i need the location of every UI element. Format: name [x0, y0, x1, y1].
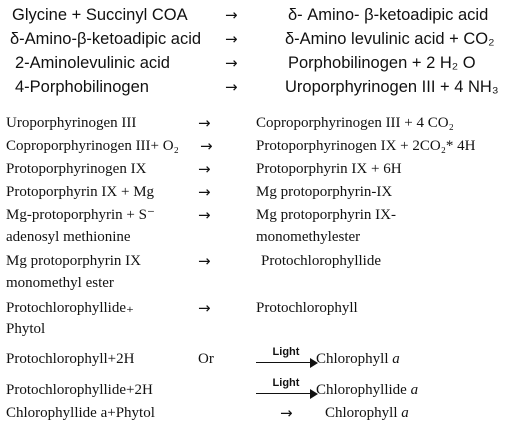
product-italic: a — [401, 405, 409, 421]
arrow-icon: → — [225, 6, 238, 24]
reaction-row — [0, 320, 506, 340]
product-text: Chlorophyll — [316, 351, 389, 367]
reaction-row — [0, 114, 506, 134]
reaction-row — [0, 30, 506, 50]
product-text: Porphobilinogen + 2 H₂ O — [288, 54, 476, 72]
reaction-row — [0, 228, 506, 248]
light-reaction-row — [0, 377, 506, 401]
reactant-text: Protochlorophyll+2H — [6, 351, 135, 367]
reactant-text: Glycine + Succinyl COA — [12, 6, 188, 24]
arrow-icon: → — [198, 252, 211, 270]
arrow-icon: → — [225, 54, 238, 72]
reactant-text: monomethyl ester — [6, 275, 114, 291]
reactant-text: Protoporphyrinogen IX — [6, 161, 147, 177]
reaction-row — [0, 160, 506, 180]
reactant-text: Phytol — [6, 321, 46, 337]
product-group — [316, 350, 400, 368]
light-label: Light — [272, 377, 300, 389]
reaction-row — [0, 252, 506, 272]
reaction-row — [0, 54, 506, 74]
arrow-icon: → — [225, 30, 238, 48]
arrow-icon: → — [198, 114, 211, 132]
arrow-icon: → — [198, 206, 211, 224]
light-label: Light — [272, 346, 300, 358]
reactant-text: Uroporphyrinogen III — [6, 115, 137, 131]
product-text: Protoporphyrinogen IX + 2CO₂* 4H — [256, 138, 476, 154]
arrow-icon: → — [198, 183, 211, 201]
reaction-row — [0, 183, 506, 203]
light-arrow-icon — [256, 377, 318, 401]
product-italic: a — [392, 351, 400, 367]
reaction-row — [0, 404, 506, 424]
product-text: monomethylester — [256, 229, 361, 245]
arrow-icon: → — [198, 160, 211, 178]
product-text: Protochlorophyllide — [261, 253, 381, 269]
product-text: Chlorophyllide — [316, 382, 407, 398]
reaction-row — [0, 274, 506, 294]
product-text: Protoporphyrin IX + 6H — [256, 161, 402, 177]
reactant-text: Coproporphyrinogen III+ O₂ — [6, 138, 179, 154]
reaction-row — [0, 78, 506, 98]
arrow-icon: → — [198, 299, 211, 317]
product-text: Coproporphyrinogen III + 4 CO₂ — [256, 115, 454, 131]
product-text: Mg protoporphyrin IX- — [256, 207, 396, 223]
reactant-text: Mg protoporphyrin IX — [6, 253, 141, 269]
reactant-text: Chlorophyllide a+Phytol — [6, 405, 155, 421]
product-group — [325, 404, 409, 422]
reactant-text: Mg-protoporphyrin + S⁻ — [6, 207, 155, 223]
reactant-text: 4-Porphobilinogen — [15, 78, 149, 96]
reaction-row — [0, 137, 506, 157]
product-text: Chlorophyll — [325, 405, 398, 421]
product-text: Mg protoporphyrin-IX — [256, 184, 393, 200]
light-reaction-row — [0, 346, 506, 370]
reactant-text: δ-Amino-β-ketoadipic acid — [10, 30, 202, 48]
arrow-icon: → — [280, 404, 293, 422]
product-text: Uroporphyrinogen III + 4 NH₃ — [285, 78, 499, 96]
product-text: Protochlorophyll — [256, 300, 358, 316]
product-text: δ- Amino- β-ketoadipic acid — [288, 6, 489, 24]
or-text: Or — [198, 351, 214, 367]
light-arrow-icon — [256, 346, 318, 370]
arrow-icon: → — [200, 137, 213, 155]
product-italic: a — [410, 382, 419, 398]
reactant-text: Protochlorophyllide+2H — [6, 382, 153, 398]
arrow-icon: → — [225, 78, 238, 96]
reaction-row — [0, 206, 506, 226]
product-text: δ-Amino levulinic acid + CO₂ — [285, 30, 495, 48]
reactant-text: Protoporphyrin IX + Mg — [6, 184, 155, 200]
reactant-text: 2-Aminolevulinic acid — [15, 54, 170, 72]
product-group — [316, 381, 418, 399]
reactant-text: Protochlorophyllide₊ — [6, 300, 134, 316]
reaction-row — [0, 299, 506, 319]
reactant-text: adenosyl methionine — [6, 229, 131, 245]
reaction-row — [0, 6, 506, 26]
